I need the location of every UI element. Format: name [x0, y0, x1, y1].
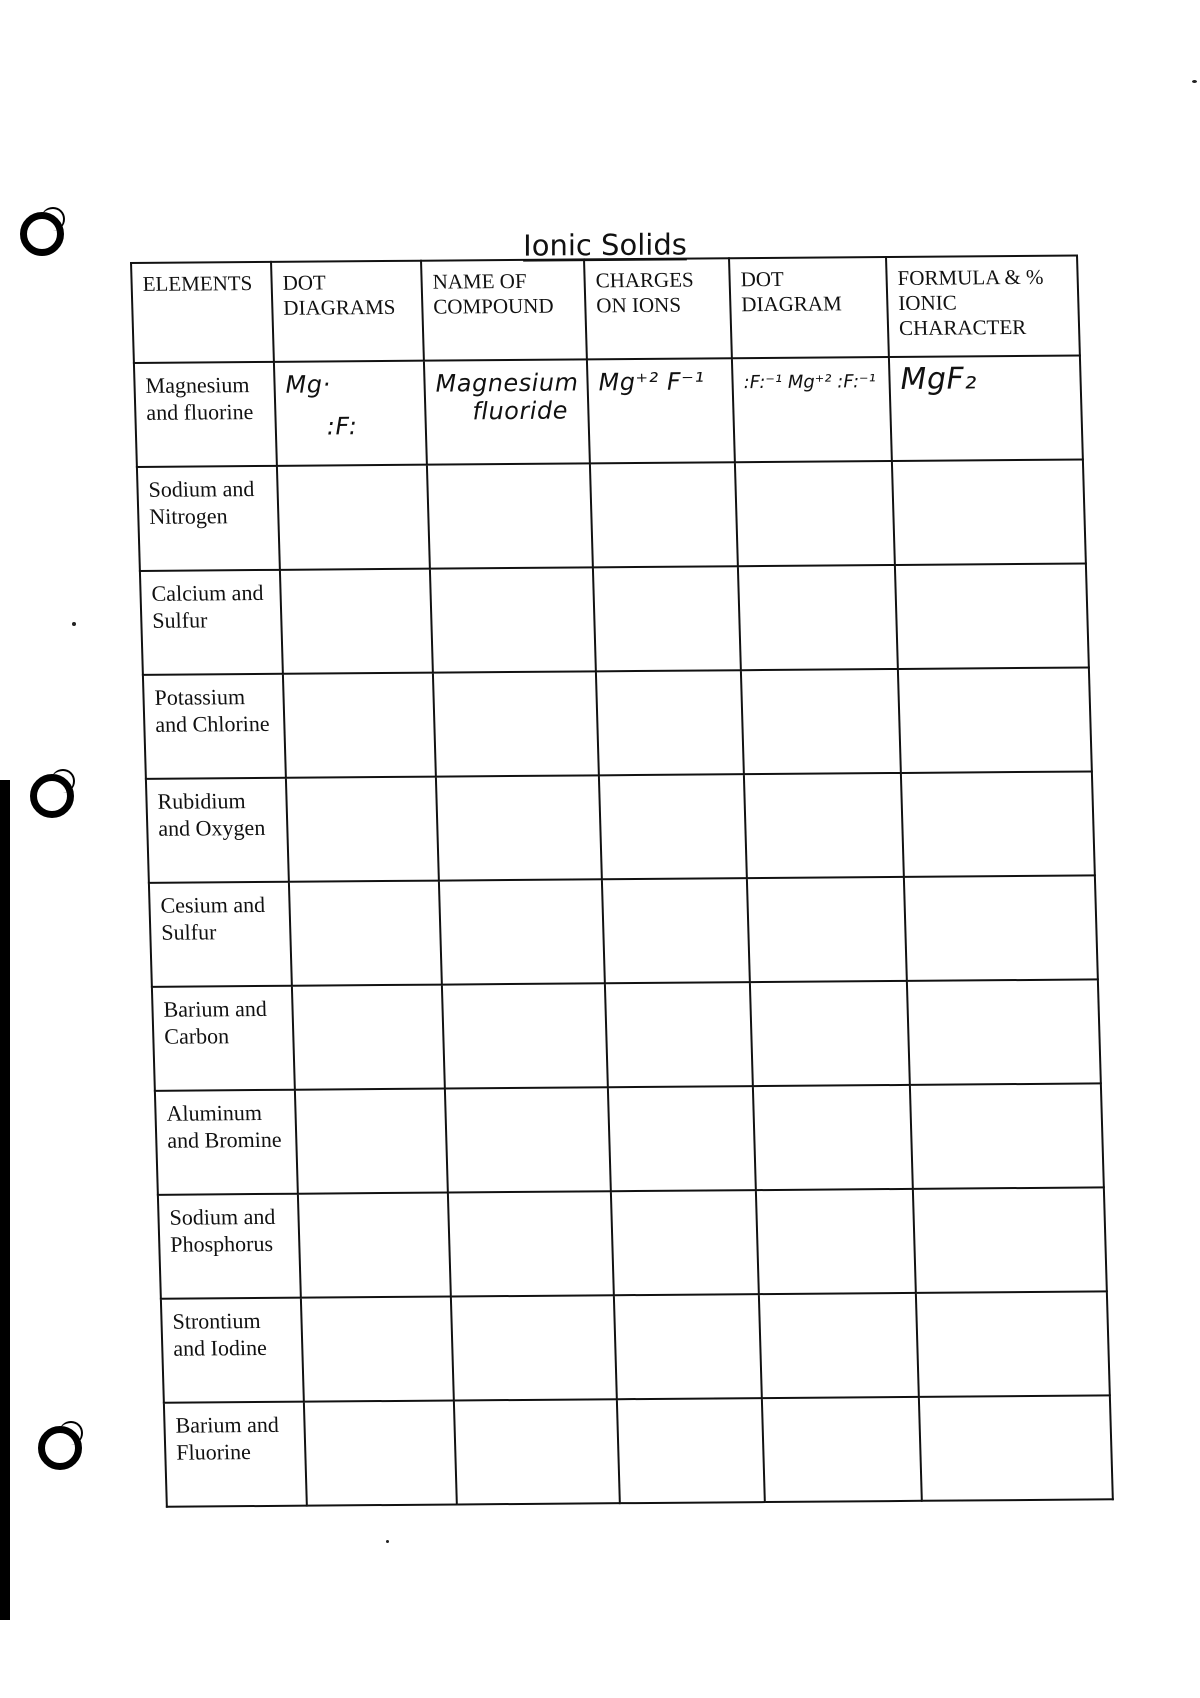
blank-cell[interactable] — [301, 1297, 454, 1402]
blank-cell[interactable] — [602, 878, 750, 983]
blank-cell[interactable] — [744, 773, 904, 878]
blank-cell[interactable] — [451, 1295, 617, 1400]
blank-cell[interactable] — [907, 979, 1101, 1084]
handwritten-charges: Mg⁺² F⁻¹ — [598, 367, 705, 397]
blank-cell[interactable] — [596, 670, 744, 775]
blank-cell[interactable] — [283, 673, 436, 778]
table-row — [140, 564, 1089, 675]
example-elements: Magnesium and fluorine — [134, 362, 277, 467]
blank-cell[interactable] — [759, 1293, 919, 1398]
blank-cell[interactable] — [448, 1191, 614, 1296]
blank-cell[interactable] — [292, 985, 445, 1090]
binder-hole-icon — [20, 212, 64, 256]
blank-cell[interactable] — [753, 1085, 913, 1190]
handwritten-name-line2: fluoride — [471, 396, 569, 426]
blank-cell[interactable] — [904, 875, 1098, 980]
scan-speck — [386, 1540, 389, 1543]
table-row — [158, 1187, 1107, 1298]
example-dot-diagram — [732, 357, 892, 462]
example-formula — [889, 356, 1083, 461]
table-row — [161, 1291, 1110, 1402]
row-elements: Potassium and Chlorine — [143, 674, 286, 779]
binder-hole-icon — [30, 774, 74, 818]
row-elements: Barium and Fluorine — [164, 1402, 307, 1507]
row-elements: Strontium and Iodine — [161, 1298, 304, 1403]
table-row — [164, 1395, 1113, 1506]
example-dot-diagrams — [274, 361, 427, 466]
blank-cell[interactable] — [280, 569, 433, 674]
blank-cell[interactable] — [599, 774, 747, 879]
header-elements: ELEMENTS — [131, 262, 274, 363]
example-name — [424, 359, 590, 464]
blank-cell[interactable] — [439, 879, 605, 984]
table-row — [143, 667, 1092, 778]
table-row-example — [134, 356, 1083, 467]
blank-cell[interactable] — [617, 1398, 765, 1503]
table-header-row — [131, 256, 1080, 363]
blank-cell[interactable] — [289, 881, 442, 986]
blank-cell[interactable] — [916, 1291, 1110, 1396]
blank-cell[interactable] — [442, 983, 608, 1088]
table-row — [152, 979, 1101, 1090]
blank-cell[interactable] — [614, 1294, 762, 1399]
binder-hole-icon — [38, 1426, 82, 1470]
blank-cell[interactable] — [895, 564, 1089, 669]
ionic-solids-table — [130, 255, 1114, 1508]
blank-cell[interactable] — [901, 771, 1095, 876]
blank-cell[interactable] — [608, 1086, 756, 1191]
blank-cell[interactable] — [919, 1395, 1113, 1500]
blank-cell[interactable] — [910, 1083, 1104, 1188]
blank-cell[interactable] — [427, 463, 593, 568]
blank-cell[interactable] — [277, 465, 430, 570]
worksheet-title: Ionic Solids — [523, 227, 687, 263]
blank-cell[interactable] — [892, 460, 1086, 565]
blank-cell[interactable] — [436, 775, 602, 880]
handwritten-mg-dot: Mg· — [285, 370, 332, 399]
table-row — [146, 771, 1095, 882]
header-name-of-compound: NAME OF COMPOUND — [421, 259, 587, 360]
blank-cell[interactable] — [590, 462, 738, 567]
row-elements: Aluminum and Bromine — [155, 1090, 298, 1195]
blank-cell[interactable] — [605, 982, 753, 1087]
blank-cell[interactable] — [898, 667, 1092, 772]
blank-cell[interactable] — [738, 565, 898, 670]
scan-edge — [0, 780, 10, 1620]
scan-speck — [72, 622, 76, 626]
header-formula: FORMULA & % IONIC CHARACTER — [886, 256, 1080, 357]
handwritten-formula: MgF₂ — [900, 361, 978, 397]
row-elements: Calcium and Sulfur — [140, 570, 283, 675]
handwritten-name-line1: Magnesium — [435, 368, 579, 398]
blank-cell[interactable] — [295, 1089, 448, 1194]
blank-cell[interactable] — [593, 566, 741, 671]
blank-cell[interactable] — [735, 461, 895, 566]
table-row — [155, 1083, 1104, 1194]
blank-cell[interactable] — [286, 777, 439, 882]
blank-cell[interactable] — [454, 1399, 620, 1504]
row-elements: Rubidium and Oxygen — [146, 778, 289, 883]
blank-cell[interactable] — [741, 669, 901, 774]
blank-cell[interactable] — [756, 1189, 916, 1294]
blank-cell[interactable] — [750, 981, 910, 1086]
table-row — [149, 875, 1098, 986]
blank-cell[interactable] — [611, 1190, 759, 1295]
header-dot-diagrams: DOT DIAGRAMS — [271, 261, 424, 362]
blank-cell[interactable] — [913, 1187, 1107, 1292]
row-elements: Sodium and Phosphorus — [158, 1194, 301, 1299]
row-elements: Barium and Carbon — [152, 986, 295, 1091]
table-row — [137, 460, 1086, 571]
scan-speck — [1192, 80, 1197, 83]
blank-cell[interactable] — [433, 671, 599, 776]
blank-cell[interactable] — [445, 1087, 611, 1192]
worksheet-table-container — [130, 255, 1112, 1508]
header-charges-on-ions: CHARGES ON IONS — [584, 258, 732, 359]
blank-cell[interactable] — [298, 1193, 451, 1298]
blank-cell[interactable] — [304, 1400, 457, 1505]
blank-cell[interactable] — [430, 567, 596, 672]
example-charges — [587, 358, 735, 463]
blank-cell[interactable] — [762, 1397, 922, 1502]
header-dot-diagram: DOT DIAGRAM — [729, 257, 889, 358]
row-elements: Sodium and Nitrogen — [137, 466, 280, 571]
row-elements: Cesium and Sulfur — [149, 882, 292, 987]
blank-cell[interactable] — [747, 877, 907, 982]
handwritten-compound-dot-diagram: :F:⁻¹ Mg⁺² :F:⁻¹ — [743, 371, 877, 394]
handwritten-f-dot: :F: — [326, 412, 358, 441]
